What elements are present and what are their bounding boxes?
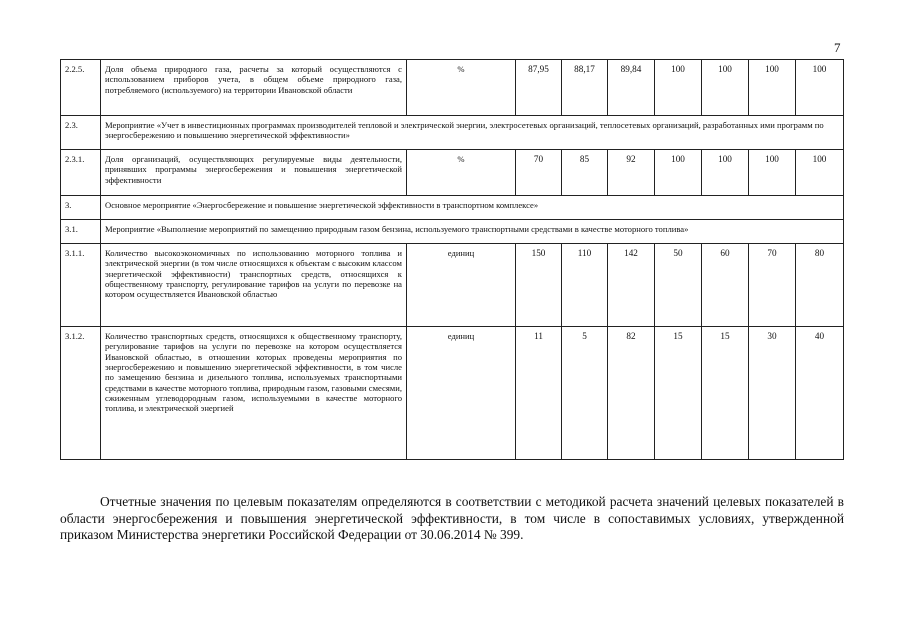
value-cell: 142: [608, 244, 655, 327]
indicators-table: [60, 59, 844, 460]
value-cell: 100: [655, 150, 702, 196]
row-number: 3.: [61, 196, 101, 220]
row-number: 3.1.1.: [61, 244, 101, 327]
value-cell: 87,95: [516, 60, 562, 116]
value-cell: 30: [749, 327, 796, 460]
table-row: [61, 116, 844, 150]
unit-cell: единиц: [407, 327, 516, 460]
footnote-paragraph: Отчетные значения по целевым показателям определяются в соответствии с методикой расчета значений целевых показателей в области энергосбережения и повышения энергетической эффективности, в том числе в сопоставимых условиях, утвержденной приказом Министерства энергетики Российской Федерации от 30.06.2014 № 399.: [60, 494, 844, 542]
value-cell: 150: [516, 244, 562, 327]
unit-cell: единиц: [407, 244, 516, 327]
value-cell: 80: [796, 244, 844, 327]
value-cell: 100: [796, 60, 844, 116]
value-cell: 100: [655, 60, 702, 116]
row-number: 2.3.1.: [61, 150, 101, 196]
value-cell: 100: [749, 150, 796, 196]
unit-cell: %: [407, 60, 516, 116]
value-cell: 70: [749, 244, 796, 327]
value-cell: 50: [655, 244, 702, 327]
table-row: [61, 327, 844, 460]
row-number: 3.1.2.: [61, 327, 101, 460]
table-row: [61, 244, 844, 327]
indicator-name: Доля организаций, осуществляющих регулируемые виды деятельности, принявших программы энергосбережения и повышения энергетической эффективности: [101, 150, 407, 196]
value-cell: 70: [516, 150, 562, 196]
value-cell: 11: [516, 327, 562, 460]
measure-title: Основное мероприятие «Энергосбережение и повышение энергетической эффективности в транспортном комплексе»: [101, 196, 844, 220]
value-cell: 60: [702, 244, 749, 327]
row-number: 3.1.: [61, 220, 101, 244]
value-cell: 110: [562, 244, 608, 327]
page-number: 7: [834, 40, 841, 55]
table-row: [61, 196, 844, 220]
value-cell: 15: [702, 327, 749, 460]
indicator-name: Количество высокоэкономичных по использованию моторного топлива и электрической энергии (в том числе относящихся к объектам с высоким классом энергетической эффективности) транспортных средств, относящихся к общественному транспорту, регулирование тарифов на услуги по перевозке на котором осуществляется Ивановской областью: [101, 244, 407, 327]
unit-cell: %: [407, 150, 516, 196]
row-number: 2.3.: [61, 116, 101, 150]
table-row: [61, 220, 844, 244]
indicator-name: Количество транспортных средств, относящихся к общественному транспорту, регулирование тарифов на услуги по перевозке на котором осуществляется Ивановской областью, в отношении которых проведены мероприятия по энергосбережению и повышению энергетической эффективности, в том числе по замещению бензина и дизельного топлива, используемых транспортными средствами в качестве моторного топлива, природным газом, газовыми смесями, сжиженным углеводородным газом, используемыми в качестве моторного топлива, и электрической энергией: [101, 327, 407, 460]
value-cell: 89,84: [608, 60, 655, 116]
row-number: 2.2.5.: [61, 60, 101, 116]
value-cell: 100: [702, 60, 749, 116]
measure-title: Мероприятие «Выполнение мероприятий по замещению природным газом бензина, используемого транспортными средствами в качестве моторного топлива»: [101, 220, 844, 244]
value-cell: 5: [562, 327, 608, 460]
value-cell: 100: [702, 150, 749, 196]
table-row: [61, 60, 844, 116]
value-cell: 40: [796, 327, 844, 460]
value-cell: 15: [655, 327, 702, 460]
measure-title: Мероприятие «Учет в инвестиционных программах производителей тепловой и электрической энергии, электросетевых организаций, теплосетевых организаций, разработанных ими программ по энергосбережению и повышению энергетической эффективности»: [101, 116, 844, 150]
table-row: [61, 150, 844, 196]
indicator-name: Доля объема природного газа, расчеты за который осуществляются с использованием приборов учета, в общем объеме природного газа, потребляемого (используемого) на территории Ивановской области: [101, 60, 407, 116]
value-cell: 100: [796, 150, 844, 196]
value-cell: 100: [749, 60, 796, 116]
value-cell: 92: [608, 150, 655, 196]
value-cell: 82: [608, 327, 655, 460]
value-cell: 88,17: [562, 60, 608, 116]
value-cell: 85: [562, 150, 608, 196]
